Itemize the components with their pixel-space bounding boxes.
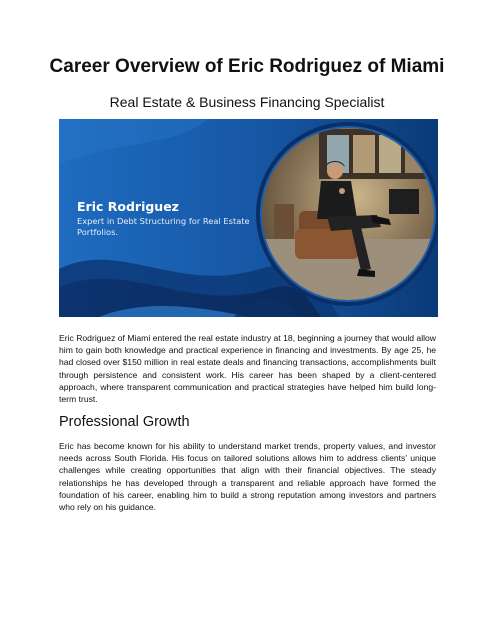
banner-name: Eric Rodriguez (77, 199, 179, 214)
page-subtitle: Real Estate & Business Financing Specialist (109, 94, 385, 110)
profile-banner (59, 119, 438, 317)
section-heading-professional-growth: Professional Growth (59, 414, 190, 430)
professional-growth-paragraph: Eric has become known for his ability to understand market trends, property values, and investor needs across South Florida. His focus on tailored solutions allows him to address clients' unique challenges while creating opportunities that align with their financial objectives. The steady relationships he has developed through a transparent and reliable approach have formed the foundation of his career, enabling him to build a strong reputation among investors and partners who rely on his guidance. (59, 441, 436, 513)
page-title: Career Overview of Eric Rodriguez of Miami (49, 56, 445, 77)
banner-tagline: Expert in Debt Structuring for Real Estate Portfolios. (77, 216, 250, 237)
intro-paragraph: Eric Rodriguez of Miami entered the real estate industry at 18, beginning a journey that would allow him to gain both knowledge and practical experience in financing and investments. By age 25, he had closed over $150 million in real estate deals and financing transactions, accomplishments built through persistence and consistent work. His career has been shaped by a client-centered approach, where transparent communication and practical strategies have helped him build long-term trust. (59, 333, 436, 405)
